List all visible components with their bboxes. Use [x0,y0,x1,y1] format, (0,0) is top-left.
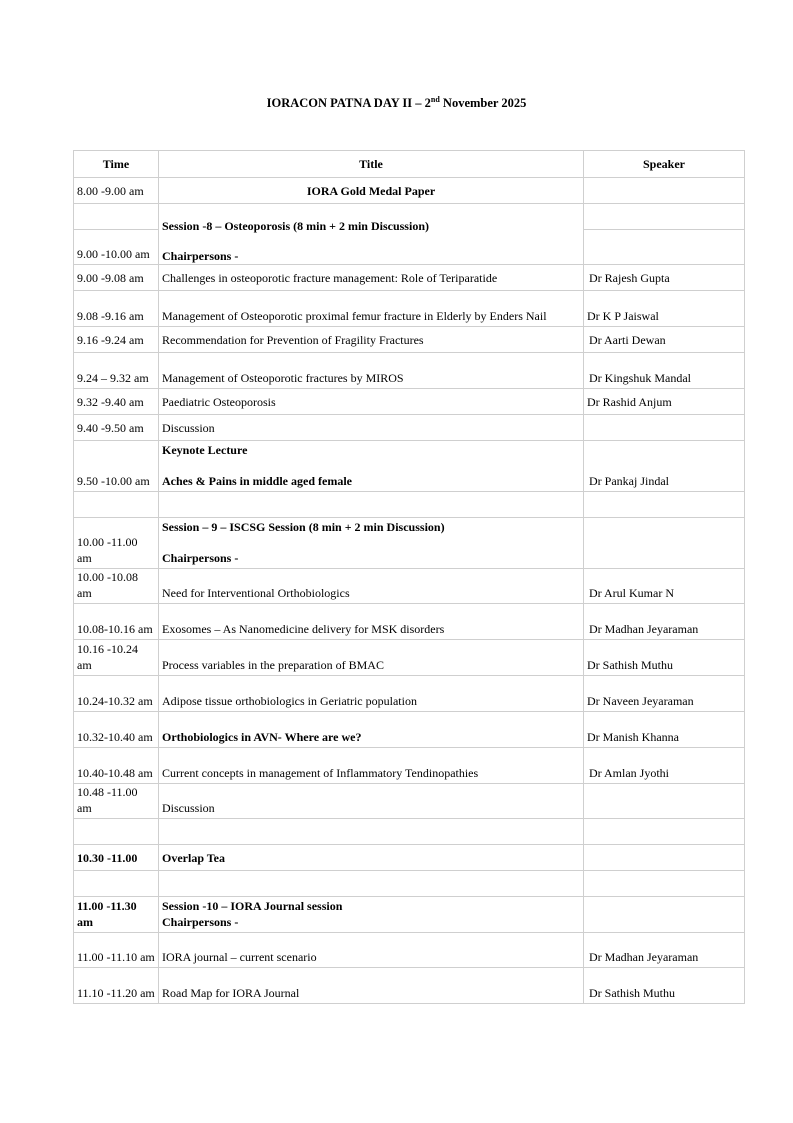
speaker-cell [584,204,745,230]
speaker-cell: Dr Aarti Dewan [584,327,745,353]
speaker-cell: Dr Sathish Muthu [584,640,745,676]
title-cell [159,871,584,897]
speaker-cell [584,492,745,518]
speaker-cell: Dr Manish Khanna [584,712,745,748]
time-cell: 11.00 -11.30 am [74,897,159,933]
time-cell [74,492,159,518]
title-cell: Paediatric Osteoporosis [159,389,584,415]
time-cell: 10.32-10.40 am [74,712,159,748]
table-row [74,353,745,389]
table-row [74,389,745,415]
title-cell: IORA Gold Medal Paper [159,178,584,204]
time-cell: 9.00 -9.08 am [74,265,159,291]
keynote-title-cell [159,441,584,492]
speaker-cell [584,518,745,569]
chairpersons-label: Chairpersons - [162,551,239,565]
time-cell: 9.16 -9.24 am [74,327,159,353]
session-title-cell [159,897,584,933]
speaker-cell: Dr Madhan Jeyaraman [584,604,745,640]
time-cell: 10.30 -11.00 [74,845,159,871]
session-title-cell [159,518,584,569]
title-cell: Management of Osteoporotic fractures by MIROS [159,353,584,389]
time-cell: 9.32 -9.40 am [74,389,159,415]
time-cell: 10.40-10.48 am [74,748,159,784]
time-cell: 10.00 -11.00 am [74,518,159,569]
speaker-cell [584,230,745,265]
table-row [74,712,745,748]
title-cell: Discussion [159,415,584,441]
speaker-cell: Dr Pankaj Jindal [584,441,745,492]
session-heading: Session -10 – IORA Journal session [162,899,343,913]
speaker-cell: Dr Naveen Jeyaraman [584,676,745,712]
table-row [74,604,745,640]
speaker-cell [584,784,745,819]
page-title [0,96,793,111]
table-row-empty [74,492,745,518]
title-cell: Challenges in osteoporotic fracture management: Role of Teriparatide [159,265,584,291]
session-title-cell [159,204,584,265]
title-cell: Management of Osteoporotic proximal femur fracture in Elderly by Enders Nail [159,291,584,327]
time-cell: 10.00 -10.08 am [74,569,159,604]
time-cell: 10.08-10.16 am [74,604,159,640]
time-cell [74,871,159,897]
table-row [74,897,745,933]
time-cell: 9.08 -9.16 am [74,291,159,327]
table-row [74,291,745,327]
title-cell: Overlap Tea [159,845,584,871]
time-cell: 9.00 -10.00 am [74,230,159,265]
title-cell: Process variables in the preparation of BMAC [159,640,584,676]
title-cell: Exosomes – As Nanomedicine delivery for MSK disorders [159,604,584,640]
time-cell: 11.00 -11.10 am [74,933,159,968]
table-header-row [74,151,745,178]
table-row [74,569,745,604]
speaker-cell: Dr Kingshuk Mandal [584,353,745,389]
session-heading: Session – 9 – ISCSG Session (8 min + 2 min Discussion) [162,520,445,534]
speaker-cell [584,897,745,933]
time-cell: 10.24-10.32 am [74,676,159,712]
title-cell [159,819,584,845]
table-row [74,933,745,968]
table-row-empty [74,819,745,845]
title-cell: Discussion [159,784,584,819]
table-row [74,784,745,819]
title-cell: Need for Interventional Orthobiologics [159,569,584,604]
title-cell [159,492,584,518]
title-prefix: IORACON PATNA DAY II – 2 [266,96,431,110]
time-cell: 8.00 -9.00 am [74,178,159,204]
table-row [74,676,745,712]
speaker-cell [584,178,745,204]
keynote-label: Keynote Lecture [162,443,248,457]
header-time: Time [74,151,159,178]
speaker-cell: Dr K P Jaiswal [584,291,745,327]
title-suffix: November 2025 [439,96,527,110]
table-row [74,518,745,569]
time-cell: 9.24 – 9.32 am [74,353,159,389]
speaker-cell [584,871,745,897]
chairpersons-label: Chairpersons - [162,915,239,929]
table-row [74,327,745,353]
keynote-topic: Aches & Pains in middle aged female [162,474,352,488]
speaker-cell [584,819,745,845]
time-cell-empty [74,204,159,230]
schedule-table [73,150,745,1004]
title-cell: Road Map for IORA Journal [159,968,584,1004]
header-title: Title [159,151,584,178]
speaker-cell: Dr Rajesh Gupta [584,265,745,291]
table-row [74,845,745,871]
title-cell: Adipose tissue orthobiologics in Geriatric population [159,676,584,712]
speaker-cell: Dr Sathish Muthu [584,968,745,1004]
time-cell: 11.10 -11.20 am [74,968,159,1004]
speaker-cell: Dr Amlan Jyothi [584,748,745,784]
speaker-cell [584,845,745,871]
title-superscript: nd [430,94,440,104]
time-cell: 10.16 -10.24 am [74,640,159,676]
table-row [74,265,745,291]
speaker-cell: Dr Arul Kumar N [584,569,745,604]
title-cell: Orthobiologics in AVN- Where are we? [159,712,584,748]
table-row [74,415,745,441]
table-row [74,204,745,230]
time-cell [74,819,159,845]
chairpersons-label: Chairpersons - [162,249,239,263]
time-cell: 9.50 -10.00 am [74,441,159,492]
table-row-empty [74,871,745,897]
table-row [74,640,745,676]
title-cell: IORA journal – current scenario [159,933,584,968]
speaker-cell [584,415,745,441]
title-cell: Current concepts in management of Inflammatory Tendinopathies [159,748,584,784]
table-row [74,441,745,492]
table-row [74,178,745,204]
table-row [74,968,745,1004]
speaker-cell: Dr Rashid Anjum [584,389,745,415]
speaker-cell: Dr Madhan Jeyaraman [584,933,745,968]
header-speaker: Speaker [584,151,745,178]
time-cell: 9.40 -9.50 am [74,415,159,441]
title-cell: Recommendation for Prevention of Fragility Fractures [159,327,584,353]
session-heading: Session -8 – Osteoporosis (8 min + 2 min Discussion) [162,219,429,233]
table-row [74,748,745,784]
time-cell: 10.48 -11.00 am [74,784,159,819]
